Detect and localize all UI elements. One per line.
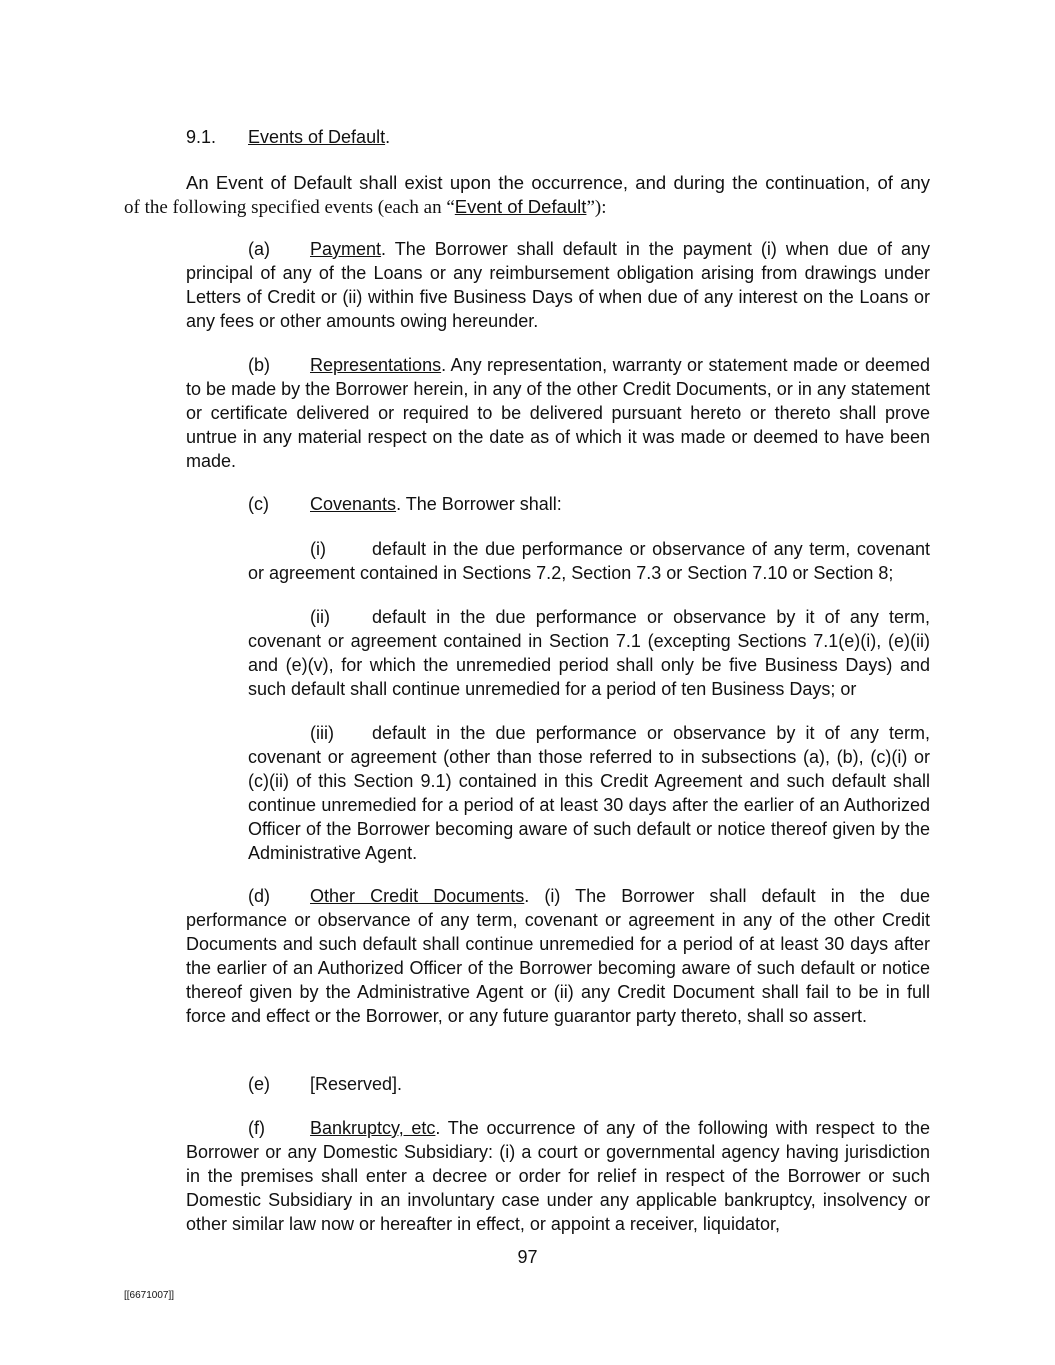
subclause-label: (ii) [310,607,330,627]
intro-line-1: An Event of Default shall exist upon the occurrence, and during the continuation, of any [186,172,930,193]
clause-label: (d) [248,886,270,906]
clause-c-iii [248,721,930,865]
clause-title: Covenants [310,494,397,514]
clause-title: Bankruptcy, etc [310,1118,436,1138]
clause-label: (e) [248,1074,270,1094]
clause-label: (f) [248,1118,265,1138]
clause-title: Payment [310,239,382,259]
subclause-text: default in the due performance or observance by it of any term, covenant or agreement contained in Section 7.1 (excepting Sections 7.1(e)(i), (e)(ii) and (e)(v), for which the unremedied period shall only be five Business Days) and such default shall continue unremedied for a period of ten Business Days; or [248,607,930,699]
clause-e [186,1072,930,1096]
clause-c-i [248,537,930,585]
section-number: 9.1. [186,127,217,147]
clause-a [186,237,930,333]
defined-term: Event of Default [454,196,587,217]
clause-c-ii [248,605,930,701]
intro-line-2: of the following specified events (each an “Event of Default”): [124,196,607,218]
clause-text: . Any representation, warranty or statement made or deemed to be made by the Borrower herein, in any of the other Credit Documents, or in any statement or certificate delivered or required to be delivered pursuant hereto or thereto shall prove untrue in any material respect on the date as of which it was made or deemed to have been made. [186,355,930,471]
clause-text: . The Borrower shall default in the payment (i) when due of any principal of any of the Loans or any reimbursement obligation arising from drawings under Letters of Credit or (ii) within five Business Days of when due of any interest on the Loans or any fees or other amounts owing hereunder. [186,239,930,331]
clause-title: Representations [310,355,442,375]
clause-label: (c) [248,494,269,514]
clause-text: . The occurrence of any of the following with respect to the Borrower or any Domestic Subsidiary: (i) a court or governmental agency having jurisdiction in the premises shall enter a decree or order for relief in respect of the Borrower or such Domestic Subsidiary in an involuntary case under any applicable bankruptcy, insolvency or other similar law now or hereafter in effect, or appoint a receiver, liquidator, [186,1118,930,1234]
clause-title: Other Credit Documents [310,886,525,906]
subclause-text: default in the due performance or observance by it of any term, covenant or agreement (other than those referred to in subsections (a), (b), (c)(i) or (c)(ii) of this Section 9.1) contained in this Credit Agreement and such default shall continue unremedied for a period of at least 30 days after the earlier of an Authorized Officer of the Borrower becoming aware of such default or notice thereof given by the Administrative Agent. [248,723,930,863]
clause-c [186,492,930,516]
document-id: [[6671007]] [124,1290,175,1301]
clause-f [186,1116,930,1236]
clause-text: . (i) The Borrower shall default in the due performance or observance of any term, covenant or agreement in any of the other Credit Documents and such default shall continue unremedied for a period of at least 30 days after the earlier of an Authorized Officer of the Borrower becoming aware of such default or notice thereof given by the Administrative Agent or (ii) any Credit Document shall fail to be in full force and effect or the Borrower, or any future guarantor party thereto, shall so assert. [186,886,930,1026]
clause-label: (b) [248,355,270,375]
section-heading: 9.1. Events of Default. [186,127,391,147]
intro-paragraph [124,171,930,220]
clause-text: . The Borrower shall: [396,494,562,514]
clause-b [186,353,930,473]
section-title: Events of Default [248,127,386,147]
subclause-label: (i) [310,539,326,559]
clause-label: (a) [248,239,270,259]
clause-text: [Reserved]. [310,1074,403,1094]
subclause-label: (iii) [310,723,334,743]
page-number: 97 [517,1247,538,1267]
clause-d [186,884,930,1028]
subclause-text: default in the due performance or observance of any term, covenant or agreement contained in Sections 7.2, Section 7.3 or Section 7.10 or Section 8; [248,539,930,583]
